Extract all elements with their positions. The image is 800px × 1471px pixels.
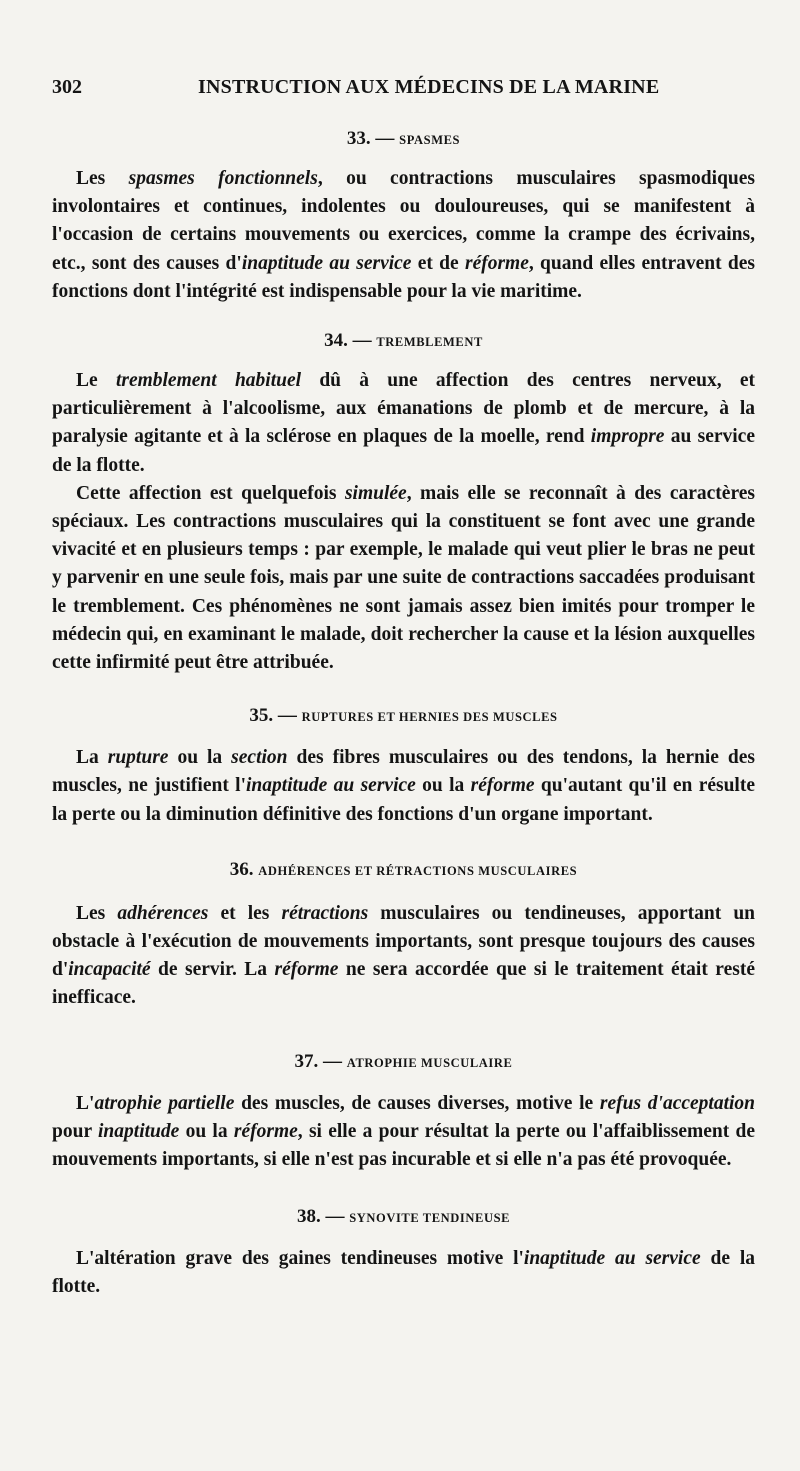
italic-text: rupture: [107, 747, 169, 769]
text-run: La: [76, 747, 108, 769]
italic-text: rétractions: [281, 902, 369, 924]
section-dash: —: [375, 128, 395, 149]
section-title: SYNOVITE TENDINEUSE: [349, 1211, 511, 1226]
italic-text: tremblement habituel: [115, 370, 302, 392]
text-run: , ou contractions musculaires spasmodiques involontaires et continues, indolentes ou douloureuses, qui se manifestent à l'occasion de certains mouvements ou exercices, comme la crampe des écrivains, etc., sont des causes d': [52, 168, 756, 274]
page-number: 302: [52, 76, 82, 98]
text-run: , si elle a pour résultat la perte ou l'affaiblissement de mouvements importants, si elle n'est pas incurable et si elle n'a pas été provoquée.: [52, 1120, 755, 1171]
section-title: TREMBLEMENT: [376, 335, 483, 350]
text-run: , quand elles entravent des fonctions dont l'intégrité est indispensable pour la vie maritime.: [52, 252, 756, 302]
section-number: 36.: [229, 858, 254, 880]
page-body: [52, 126, 755, 1302]
text-run: musculaires ou tendineuses, apportant un obstacle à l'exécution de mouvements importants, sont presque toujours des causes d': [52, 902, 756, 981]
text-run: des fibres musculaires ou des tendons, la hernie des muscles, ne justifient l': [52, 747, 755, 797]
page-header: [0, 76, 800, 106]
text-run: dû à une affection des centres nerveux, et particulièrement à l'alcoolisme, aux émanations de plomb et de mercure, à la paralysie agitante et à la sclérose en plaques de la moelle, rend: [52, 370, 755, 448]
text-run: des muscles, de causes diverses, motive le: [234, 1092, 600, 1114]
section-title: SPASMES: [399, 133, 461, 147]
text-run: de servir. La: [150, 959, 275, 981]
section-heading: [52, 328, 755, 355]
italic-text: incapacité: [68, 959, 151, 981]
section-number: 37.: [294, 1050, 319, 1072]
text-run: qu'autant qu'il en résulte la perte ou la diminution définitive des fonctions d'un organe important.: [52, 775, 756, 825]
section-dash: —: [277, 705, 297, 727]
section-title: ADHÉRENCES ET RÉTRACTIONS MUSCULAIRES: [258, 863, 578, 878]
text-run: de la flotte.: [52, 1248, 755, 1298]
text-run: ne sera accordée que si le traitement était resté inefficace.: [52, 959, 755, 1009]
italic-text: inaptitude au service: [246, 775, 416, 797]
italic-text: inaptitude au service: [241, 252, 412, 274]
text-run: Les: [76, 902, 118, 924]
section-heading: [52, 1204, 755, 1231]
text-run: Les: [76, 168, 129, 189]
section-title: RUPTURES ET HERNIES DES MUSCLES: [301, 710, 558, 725]
text-run: au service de la flotte.: [52, 426, 755, 476]
italic-text: atrophie partielle: [94, 1092, 235, 1114]
section-paragraph: [52, 367, 755, 480]
section-paragraph: [52, 900, 755, 1013]
section-title: ATROPHIE MUSCULAIRE: [346, 1055, 513, 1070]
italic-text: inaptitude au service: [523, 1248, 701, 1270]
section-paragraph: [52, 744, 755, 829]
italic-text: simulée: [344, 482, 407, 504]
italic-text: section: [231, 747, 288, 769]
text-run: , mais elle se reconnaît à des caractères spéciaux. Les contractions musculaires qui la constituent se font avec une grande vivacité et en plusieurs temps : par exemple, le malade qui veut plier le bras ne peut y parvenir en une seule fois, mais par une suite de contractions saccadées produisant le tremblement. Ces phénomènes ne sont jamais assez bien imités pour tromper le médecin qui, en examinant le malade, doit rechercher la cause et la lésion auxquelles cette infirmité peut être attribuée.: [52, 482, 755, 674]
text-run: et les: [208, 902, 282, 924]
text-run: et de: [411, 252, 465, 274]
section-number: 33.: [346, 128, 371, 149]
italic-text: inaptitude: [98, 1120, 180, 1142]
section-paragraph: [52, 1090, 755, 1175]
text-run: ou la: [179, 1120, 234, 1142]
text-run: pour: [52, 1120, 99, 1142]
text-run: Le: [76, 370, 116, 392]
italic-text: réforme: [274, 959, 339, 981]
section-heading: [52, 1049, 755, 1076]
italic-text: refus d'acceptation: [599, 1092, 756, 1114]
section-paragraph: [52, 165, 755, 306]
text-run: Cette affection est quelquefois: [76, 482, 345, 504]
section-number: 38.: [296, 1206, 321, 1228]
section-heading: [52, 857, 755, 884]
italic-text: impropre: [590, 426, 665, 448]
italic-text: adhérences: [117, 902, 209, 924]
italic-text: réforme: [464, 252, 529, 274]
section-number: 35.: [249, 705, 274, 727]
running-title: INSTRUCTION AUX MÉDECINS DE LA MARINE: [198, 76, 660, 98]
italic-text: réforme: [233, 1120, 298, 1142]
text-run: L'altération grave des gaines tendineuses motive l': [76, 1248, 524, 1270]
section-dash: —: [352, 330, 372, 352]
text-run: L': [76, 1092, 95, 1114]
text-run: ou la: [415, 775, 471, 797]
section-paragraph: [52, 480, 755, 677]
section-paragraph: [52, 1245, 755, 1301]
section-number: 34.: [324, 330, 348, 352]
section-dash: —: [325, 1206, 345, 1228]
text-run: ou la: [168, 747, 232, 769]
section-heading: [52, 126, 755, 153]
section-heading: [52, 703, 755, 730]
italic-text: réforme: [470, 775, 535, 797]
section-dash: —: [323, 1050, 343, 1072]
italic-text: spasmes fonctionnels: [128, 168, 318, 189]
